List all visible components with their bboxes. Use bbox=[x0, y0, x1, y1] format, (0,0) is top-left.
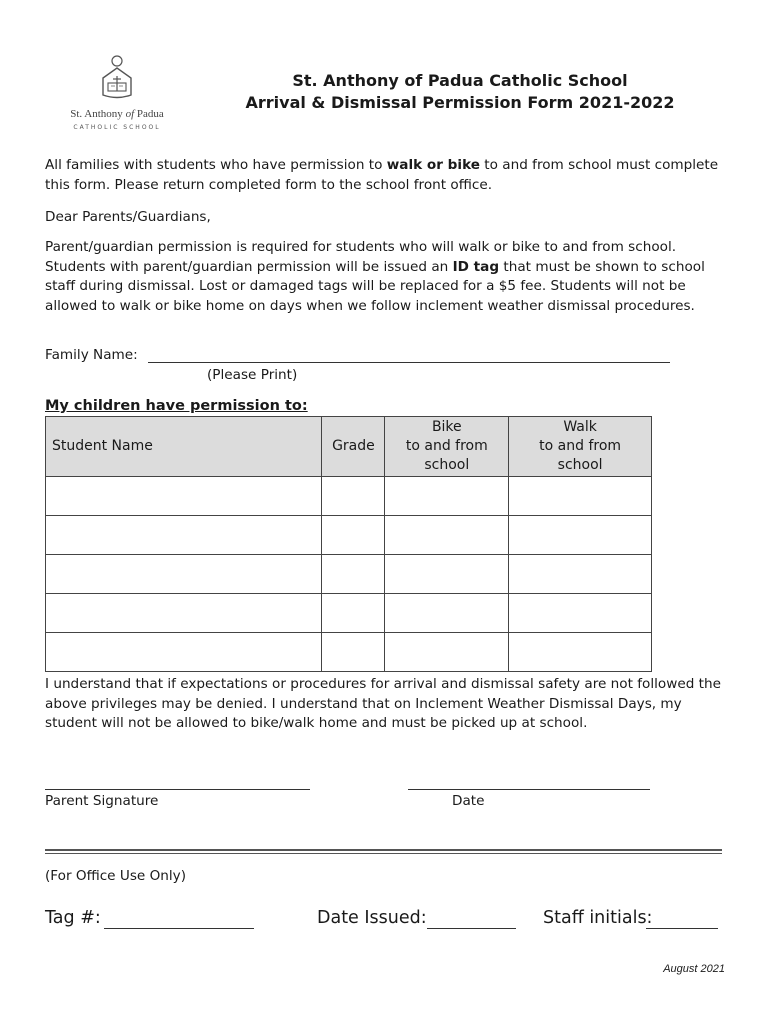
tag-number-label: Tag #: bbox=[45, 908, 101, 928]
parent-signature-label: Parent Signature bbox=[45, 793, 159, 809]
family-name-field[interactable] bbox=[148, 362, 670, 363]
grade-cell[interactable] bbox=[322, 477, 385, 516]
walk-cell[interactable] bbox=[509, 477, 652, 516]
col-student-name: Student Name bbox=[46, 417, 322, 477]
date-issued-label: Date Issued: bbox=[317, 908, 427, 928]
bike-cell[interactable] bbox=[385, 477, 509, 516]
col-bike: Bike to and from school bbox=[385, 417, 509, 477]
student-table bbox=[45, 416, 652, 672]
bike-cell[interactable] bbox=[385, 516, 509, 555]
bike-cell[interactable] bbox=[385, 633, 509, 672]
walk-cell[interactable] bbox=[509, 555, 652, 594]
bike-cell[interactable] bbox=[385, 555, 509, 594]
staff-initials-field[interactable] bbox=[646, 928, 718, 929]
table-row bbox=[46, 594, 652, 633]
student-name-cell[interactable] bbox=[46, 555, 322, 594]
table-header-row bbox=[46, 417, 652, 477]
col-grade: Grade bbox=[322, 417, 385, 477]
tag-number-field[interactable] bbox=[104, 928, 254, 929]
footer-date: August 2021 bbox=[663, 963, 725, 975]
agreement-paragraph: I understand that if expectations or procedures for arrival and dismissal safety are not followed the above privileges may be denied. I understand that on Inclement Weather Dismissal Days, my student will not be allowed to bike/walk home and must be picked up at school. bbox=[45, 676, 721, 732]
permission-heading: My children have permission to: bbox=[45, 398, 308, 414]
body-paragraph: Parent/guardian permission is required for students who will walk or bike to and from school. Students with parent/guardian permission will be issued an ID tag that must be shown to school staff during dismissal. Lost or damaged tags will be replaced for a $5 fee. Students will not be allowed to walk or bike home on days when we follow inclement weather dismissal procedures. bbox=[45, 239, 705, 314]
title-line-2: Arrival & Dismissal Permission Form 2021-2022 bbox=[245, 93, 675, 112]
form-title bbox=[200, 70, 720, 114]
table-row bbox=[46, 555, 652, 594]
date-issued-field[interactable] bbox=[427, 928, 516, 929]
date-field[interactable] bbox=[408, 789, 650, 790]
title-line-1: St. Anthony of Padua Catholic School bbox=[292, 71, 628, 90]
grade-cell[interactable] bbox=[322, 516, 385, 555]
grade-cell[interactable] bbox=[322, 594, 385, 633]
col-walk: Walk to and from school bbox=[509, 417, 652, 477]
date-label: Date bbox=[452, 793, 485, 809]
table-row bbox=[46, 633, 652, 672]
table-row bbox=[46, 516, 652, 555]
student-name-cell[interactable] bbox=[46, 477, 322, 516]
parent-signature-field[interactable] bbox=[45, 789, 310, 790]
grade-cell[interactable] bbox=[322, 633, 385, 672]
salutation: Dear Parents/Guardians, bbox=[45, 209, 211, 225]
logo-subtitle: CATHOLIC SCHOOL bbox=[73, 124, 161, 131]
walk-cell[interactable] bbox=[509, 633, 652, 672]
table-row bbox=[46, 477, 652, 516]
walk-cell[interactable] bbox=[509, 516, 652, 555]
office-divider-thin bbox=[45, 853, 722, 854]
student-name-cell[interactable] bbox=[46, 633, 322, 672]
student-name-cell[interactable] bbox=[46, 516, 322, 555]
logo-text: St. Anthony of Padua bbox=[70, 108, 164, 120]
bike-cell[interactable] bbox=[385, 594, 509, 633]
family-name-label: Family Name: bbox=[45, 347, 138, 363]
please-print-hint: (Please Print) bbox=[207, 367, 298, 383]
intro-paragraph: All families with students who have permission to walk or bike to and from school must complete this form. Please return completed form to the school front office. bbox=[45, 157, 719, 193]
walk-cell[interactable] bbox=[509, 594, 652, 633]
staff-initials-label: Staff initials: bbox=[543, 908, 653, 928]
grade-cell[interactable] bbox=[322, 555, 385, 594]
student-name-cell[interactable] bbox=[46, 594, 322, 633]
office-use-note: (For Office Use Only) bbox=[45, 868, 187, 884]
office-divider bbox=[45, 849, 722, 851]
